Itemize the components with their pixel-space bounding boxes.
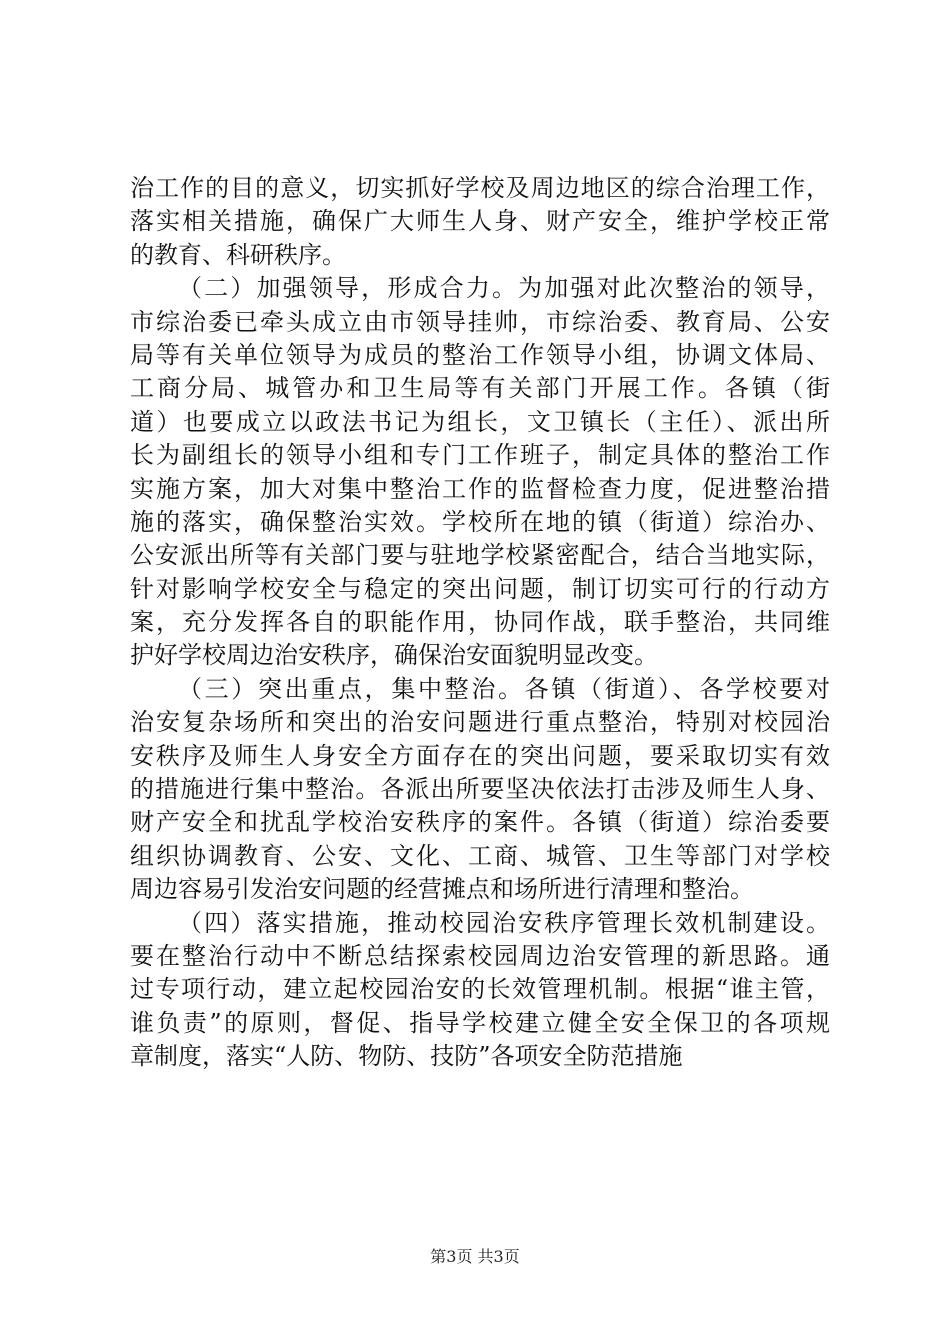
text-line: 市综治委已牵头成立由市领导挂帅，市综治委、教育局、公安 [130, 307, 830, 336]
text-line: 施的落实，确保整治实效。学校所在地的镇（街道）综治办、 [130, 507, 830, 536]
text-line: 要在整治行动中不断总结探索校园周边治安管理的新思路。通 [130, 941, 830, 970]
text-line: 安秩序及师生人身安全方面存在的突出问题，要采取切实有效 [130, 741, 830, 770]
text-line: 案，充分发挥各自的职能作用，协同作战，联手整治，共同维 [130, 608, 830, 637]
page-footer [0, 1247, 950, 1267]
text-line: 实施方案，加大对集中整治工作的监督检查力度，促进整治措 [130, 474, 830, 503]
text-line: 章制度，落实“人防、物防、技防”各项安全防范措施 [130, 1042, 683, 1071]
text-line: 的措施进行集中整治。各派出所要坚决依法打击涉及师生人身、 [130, 775, 830, 804]
text-line: 财产安全和扰乱学校治安秩序的案件。各镇（街道）综治委要 [130, 808, 830, 837]
text-line: 护好学校周边治安秩序，确保治安面貌明显改变。 [130, 641, 658, 670]
paragraph-heading-line: （四）落实措施，推动校园治安秩序管理长效机制建设。 [178, 908, 830, 937]
paragraph-heading-line: （二）加强领导，形成合力。为加强对此次整治的领导， [178, 274, 830, 303]
text-line: 针对影响学校安全与稳定的突出问题，制订切实可行的行动方 [130, 574, 830, 603]
text-line: 长为副组长的领导小组和专门工作班子，制定具体的整治工作 [130, 441, 830, 470]
paragraph-heading-line: （三）突出重点，集中整治。各镇（街道）、各学校要对 [178, 674, 830, 703]
text-line: 的教育、科研秩序。 [130, 240, 346, 269]
text-line: 治工作的目的意义，切实抓好学校及周边地区的综合治理工作， [130, 174, 830, 202]
text-line: 周边容易引发治安问题的经营摊点和场所进行清理和整治。 [130, 875, 754, 904]
page-number-label: 第3页 共3页 [430, 1247, 520, 1266]
text-line: 落实相关措施，确保广大师生人身、财产安全，维护学校正常 [130, 207, 830, 236]
text-line: 道）也要成立以政法书记为组长，文卫镇长（主任）、派出所 [130, 407, 830, 436]
text-line: 治安复杂场所和突出的治安问题进行重点整治，特别对校园治 [130, 708, 830, 737]
text-line: 组织协调教育、公安、文化、工商、城管、卫生等部门对学校 [130, 841, 830, 870]
text-line: 工商分局、城管办和卫生局等有关部门开展工作。各镇（街 [130, 374, 830, 403]
text-line: 过专项行动，建立起校园治安的长效管理机制。根据“谁主管， [130, 975, 830, 1004]
text-line: 局等有关单位领导为成员的整治工作领导小组，协调文体局、 [130, 340, 830, 369]
document-body [130, 172, 830, 1074]
text-line: 谁负责”的原则，督促、指导学校建立健全安全保卫的各项规 [130, 1008, 830, 1037]
text-line: 公安派出所等有关部门要与驻地学校紧密配合，结合当地实际， [130, 541, 830, 570]
